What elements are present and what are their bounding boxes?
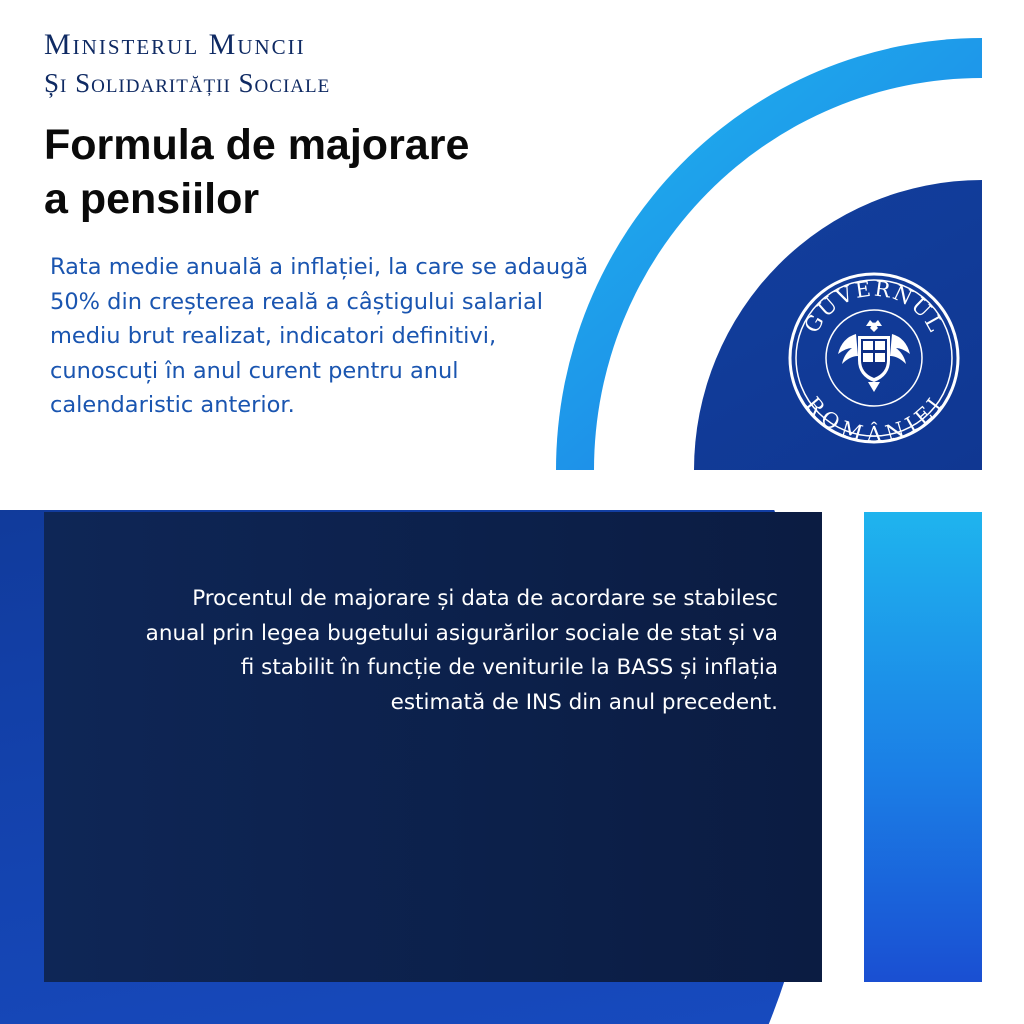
coat-of-arms-icon [838, 320, 910, 392]
right-vertical-bar [864, 512, 982, 982]
ministry-name [44, 26, 330, 102]
intro-text: Rata medie anuală a inflației, la care se adaugă 50% din creșterea reală a câștigului salarial mediu brut realizat, indicatori definitivi, cunoscuți în anul curent pentru anul calendaristic anterior. [50, 254, 589, 418]
ministry-line-1: Ministerul Muncii [44, 28, 306, 61]
seal-bottom-text: ROMÂNIEI [800, 392, 948, 446]
page-title [44, 118, 604, 226]
title-line-1: Formula de majorare [44, 121, 470, 169]
panel-text: Procentul de majorare și data de acordare se stabilesc anual prin legea bugetului asigurărilor sociale de stat și va fi stabilit în funcție de veniturile la BASS și inflația estimată de INS din anul precedent. [145, 586, 778, 715]
ministry-line-2: Și Solidarității Sociale [44, 68, 331, 98]
title-line-2: a pensiilor [44, 175, 260, 223]
svg-text:ROMÂNIEI [801, 392, 948, 446]
seal-top-text: GUVERNUL [799, 276, 949, 338]
government-seal [786, 270, 962, 446]
